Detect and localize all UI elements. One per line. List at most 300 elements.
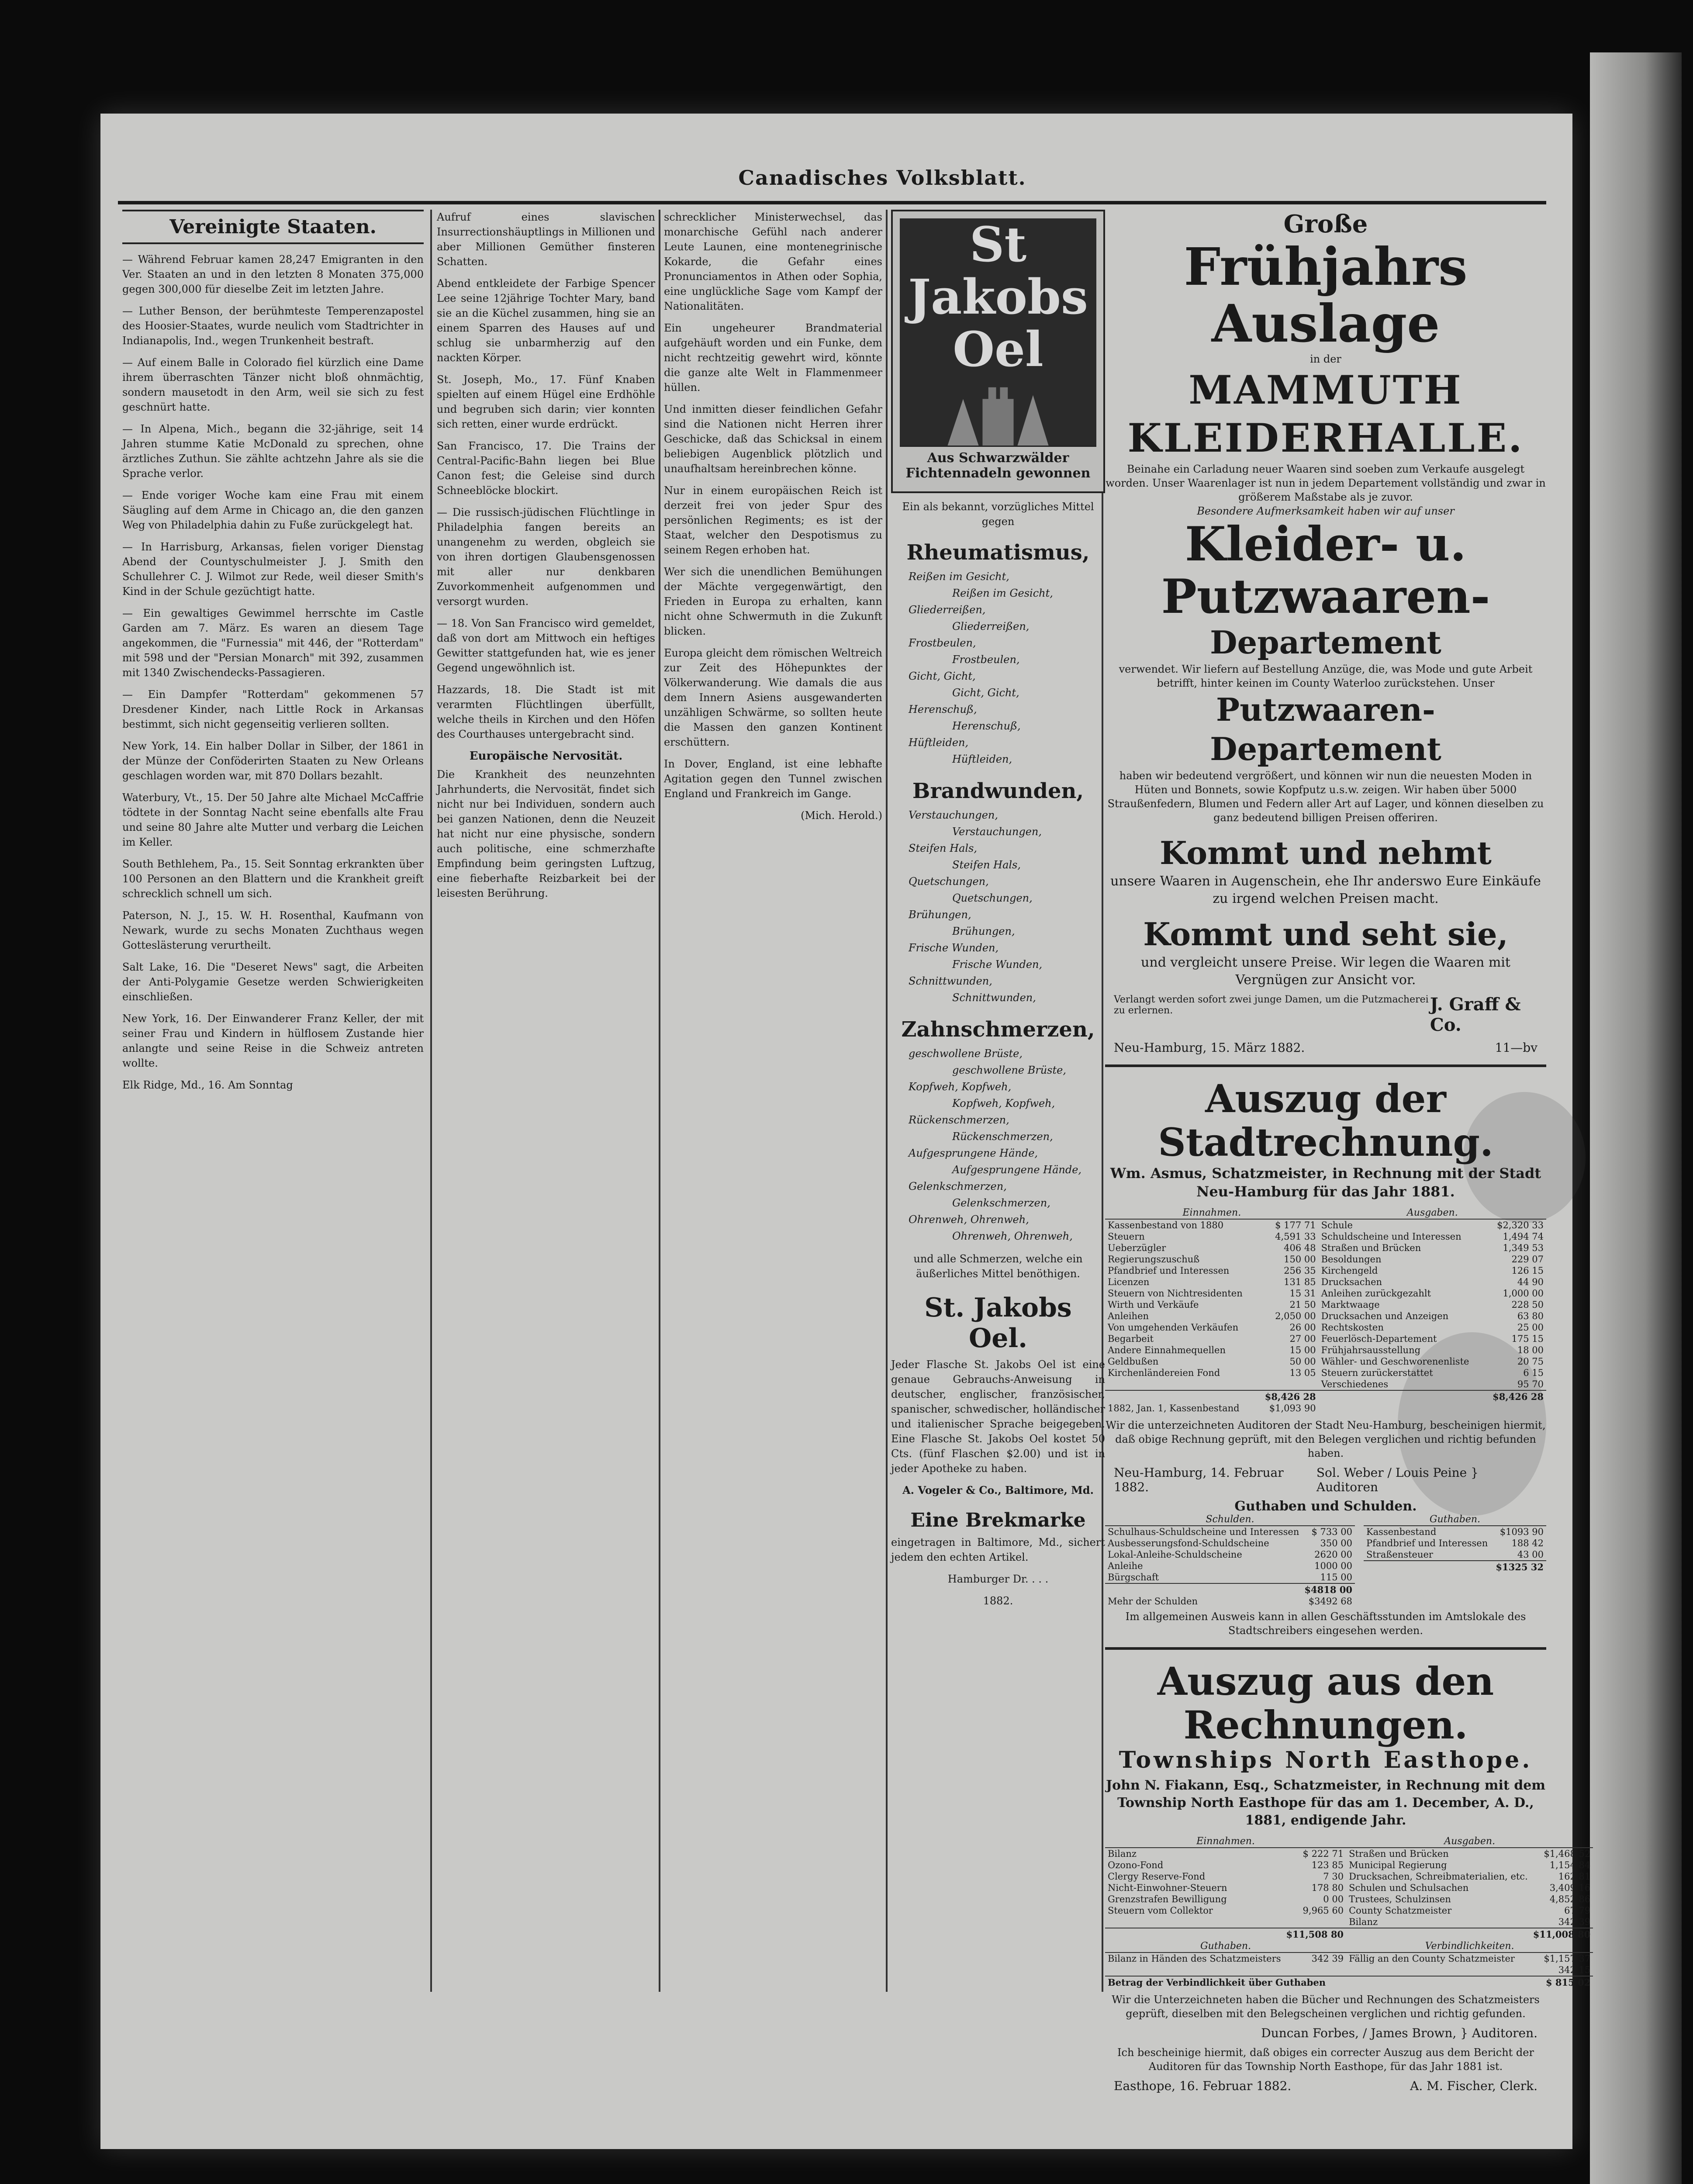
table-row bbox=[1105, 1526, 1355, 1538]
table-total-row bbox=[1364, 1561, 1546, 1573]
table-row bbox=[1105, 1242, 1546, 1254]
ledger-label: Bilanz in Händen des Schatzmeisters bbox=[1108, 1953, 1281, 1964]
ledger-amount: 1,000 00 bbox=[1503, 1288, 1544, 1299]
ledger-amount bbox=[1258, 1379, 1319, 1390]
ledger-label: Clergy Reserve-Fond bbox=[1108, 1871, 1206, 1882]
ailment-item: Frostbeulen, bbox=[952, 653, 1020, 666]
ad-year: 1882. bbox=[983, 1595, 1013, 1607]
ailment-item: Gliederreißen, bbox=[909, 604, 986, 616]
article-paragraph: New York, 14. Ein halber Dollar in Silber, der 1861 in der Münze der Conföderirten Staaten zu New Orleans geschlagen worden war, mit 870 Dollars bezahlt. bbox=[122, 740, 424, 782]
table-row bbox=[1105, 1538, 1355, 1549]
article-paragraph: Abend entkleidete der Farbige Spencer Lee seine 12jährige Tochter Mary, band sie an die Küchel zusammen, hing sie an einem Sparren des Hauses auf und schlug sie unbarmherzig auf den nackten Körper. bbox=[437, 277, 655, 364]
article-paragraph: Wer sich die unendlichen Bemühungen der Mächte vergegenwärtigt, den Frieden in Europa zu erhalten, kann nicht ohne Schwermuth in die Zukunft blicken. bbox=[664, 566, 882, 637]
table-row bbox=[1105, 1356, 1546, 1367]
column-separator bbox=[886, 210, 888, 1992]
ledger-label: Anleihen bbox=[1108, 1311, 1149, 1321]
article-paragraph: Aufruf eines slavischen Insurrectionshäuptlings in Millionen und aber Millionen Gemüther finsteren Schatten. bbox=[437, 211, 655, 268]
article-paragraph: New York, 16. Der Einwanderer Franz Keller, der mit seiner Frau und Kindern in hülflosem Zustande hier anlangte und seine Reise in die Schweiz antreten wollte. bbox=[122, 1013, 424, 1069]
ailment-item: Reißen im Gesicht, bbox=[909, 570, 1009, 583]
stadtrechnung-statement bbox=[1105, 1077, 1546, 1638]
ailment-item: Gelenkschmerzen, bbox=[952, 1197, 1050, 1209]
ailment-item: Quetschungen, bbox=[952, 892, 1033, 904]
ledger-label: Wirth und Verkäufe bbox=[1108, 1299, 1199, 1310]
ledger-label: Wähler- und Geschworenenliste bbox=[1321, 1356, 1469, 1367]
ledger-label: Kirchengeld bbox=[1321, 1265, 1378, 1276]
table-row bbox=[1105, 1344, 1546, 1356]
ledger-amount: 162 81 bbox=[1558, 1871, 1591, 1882]
table-row bbox=[1105, 1560, 1355, 1572]
ledger-label: Bürgschaft bbox=[1108, 1572, 1159, 1583]
ledger-label: Andere Einnahmequellen bbox=[1108, 1345, 1226, 1355]
ad-ref: 11—bv bbox=[1495, 1040, 1538, 1055]
ledger-amount: 7 30 bbox=[1323, 1871, 1344, 1882]
ledger-amount: 20 75 bbox=[1517, 1356, 1544, 1367]
ledger-label: Municipal Regierung bbox=[1349, 1860, 1447, 1870]
ad-attention-text: Besondere Aufmerksamkeit haben wir auf unser bbox=[1197, 505, 1455, 517]
ledger-total: $4818 00 bbox=[1302, 1583, 1355, 1596]
expense-header: Ausgaben. bbox=[1346, 1835, 1593, 1848]
ledger-amount: 67 79 bbox=[1564, 1905, 1591, 1916]
ailment-item: Frische Wunden, bbox=[952, 958, 1043, 971]
table-row bbox=[1105, 1299, 1546, 1310]
table-row bbox=[1105, 1379, 1546, 1390]
ledger-amount: $1,468 52 bbox=[1544, 1849, 1591, 1859]
ailment-item: Schnittwunden, bbox=[952, 992, 1036, 1004]
credits-block bbox=[1364, 1514, 1546, 1607]
expense-header: Ausgaben. bbox=[1319, 1207, 1546, 1219]
ad-headline: Frühjahrs Auslage bbox=[1184, 236, 1468, 354]
article-paragraph: — Luther Benson, der berühmteste Temperenzapostel des Hoosier-Staates, wurde neulich vom Stadtrichter in Indianapolis, Ind., wegen Trunkenheit bestraft. bbox=[122, 305, 424, 347]
ledger-label: Drucksachen bbox=[1321, 1277, 1382, 1287]
ledger-amount: $ 733 00 bbox=[1311, 1527, 1352, 1537]
credits-header: Guthaben. bbox=[1364, 1514, 1546, 1526]
ledger-label: Schulen und Schulsachen bbox=[1349, 1883, 1469, 1893]
ledger-amount: 3,409 16 bbox=[1549, 1883, 1591, 1893]
ledger-label: Ozono-Fond bbox=[1108, 1860, 1164, 1870]
ailment-item: Gelenkschmerzen, bbox=[909, 1180, 1007, 1192]
table-row bbox=[1105, 1254, 1546, 1265]
ledger-amount: 13 05 bbox=[1289, 1368, 1316, 1378]
statement-headline: Auszug aus den Rechnungen. bbox=[1157, 1659, 1494, 1748]
ledger-amount: 150 00 bbox=[1284, 1254, 1316, 1265]
ad-brand-repeat: St. Jakobs Oel. bbox=[924, 1292, 1072, 1354]
ledger-amount: 63 80 bbox=[1517, 1311, 1544, 1321]
ledger-amount: 115 00 bbox=[1320, 1572, 1352, 1583]
column-separator bbox=[659, 210, 660, 1992]
ledger-label: Fällig an den County Schatzmeister bbox=[1349, 1953, 1515, 1964]
ledger-label: Lokal-Anleihe-Schuldscheine bbox=[1108, 1549, 1242, 1560]
ailment-title: Rheumatismus, bbox=[906, 540, 1090, 565]
article-paragraph: schrecklicher Ministerwechsel, das monarchische Gefühl nach anderer Leute Launen, eine montenegrinische Kokarde, die Gefahr eines Pronunciamentos in Athen oder Sophia, eine unglückliche Sage vom Kampf der Nationalitäten. bbox=[664, 211, 882, 312]
trademark-text: eingetragen in Baltimore, Md., sichert jedem den echten Artikel. bbox=[891, 1536, 1105, 1563]
table-row bbox=[1105, 1288, 1546, 1299]
ailment-item: Aufgesprungene Hände, bbox=[952, 1164, 1082, 1176]
ledger-amount: 1000 00 bbox=[1314, 1561, 1352, 1571]
table-row bbox=[1105, 1403, 1546, 1414]
ailment-item: Herenschuß, bbox=[909, 703, 977, 715]
ledger-label: Besoldungen bbox=[1321, 1254, 1382, 1265]
ailment-item: Ohrenweh, Ohrenweh, bbox=[909, 1213, 1029, 1226]
table-row bbox=[1105, 1859, 1593, 1871]
clerk-name: A. M. Fischer, Clerk. bbox=[1410, 2079, 1538, 2093]
ailment-item: Herenschuß, bbox=[952, 720, 1021, 732]
ad-kicker: Große bbox=[1283, 210, 1368, 238]
ledger-label: Feuerlösch-Departement bbox=[1321, 1334, 1437, 1344]
section-rule bbox=[1105, 1647, 1546, 1650]
township-table bbox=[1105, 1835, 1593, 1988]
ailment-list bbox=[891, 568, 1105, 767]
department-text: haben wir bedeutend vergrößert, und können wir nun die neuesten Moden in Hüten und Bonnets, sowie Kopfputz u.s.w. zeigen. Wir haben über 5000 Straußenfedern, Blumen und Federn aller Art auf Lager, und können dieselben zu ganz bedeutend billigen Preisen offeriren. bbox=[1107, 770, 1544, 824]
ledger-amount: 178 80 bbox=[1311, 1883, 1344, 1893]
ledger-amount: 4,591 33 bbox=[1275, 1231, 1316, 1242]
column-news-2 bbox=[437, 210, 655, 908]
table-total-row bbox=[1105, 1928, 1593, 1940]
article-paragraph: — In Alpena, Mich., begann die 32-jährige, seit 14 Jahren stumme Katie McDonald zu sprechen, ohne ärztliches Zuthun. Sie zählte achtzehn Jahre als sie die Sprache verlor. bbox=[122, 423, 424, 480]
adjacent-page-edge bbox=[1590, 52, 1682, 2184]
ledger-label: Kassenbestand bbox=[1366, 1527, 1437, 1537]
department-text: verwendet. Wir liefern auf Bestellung Anzüge, die, was Mode und gute Arbeit betrifft, hinter keinen im County Waterloo zurückstehen. Unser bbox=[1119, 663, 1533, 689]
statement-date: Neu-Hamburg, 14. Februar 1882. bbox=[1114, 1465, 1284, 1494]
ailment-item: Kopfweh, Kopfweh, bbox=[952, 1097, 1055, 1109]
column-vereinigte-staaten bbox=[122, 210, 424, 1099]
article-paragraph: Und inmitten dieser feindlichen Gefahr sind die Nationen nicht Herren ihrer Geschicke, daß das Schicksal in einem beliebigen Augenblick plötzlich und unaufhaltsam hereinbrechen könne. bbox=[664, 403, 882, 475]
article-paragraph: Die Krankheit des neunzehnten Jahrhunderts, die Nervosität, findet sich nicht nur bei Individuen, sondern auch bei ganzen Nationen, denn die Neuzeit hat nicht nur eine physische, sondern auch politische, eine schmerzhafte Empfindung beim geringsten Luftzug, eine fieberhafte Reizbarkeit bei der leisesten Berührung. bbox=[437, 768, 655, 899]
ledger-total: $ 815 02 bbox=[1531, 1976, 1593, 1988]
ledger-amount: 2,050 00 bbox=[1275, 1311, 1316, 1321]
statement-note: Im allgemeinen Ausweis kann in allen Geschäftsstunden im Amtslokale des Stadtschreibers eingesehen werden. bbox=[1125, 1610, 1526, 1637]
ledger-label: Straßen und Brücken bbox=[1321, 1243, 1421, 1253]
ledger-label: Steuern von Nichtresidenten bbox=[1108, 1288, 1243, 1299]
ledger-amount: 21 50 bbox=[1289, 1299, 1316, 1310]
ledger-amount: 406 48 bbox=[1284, 1243, 1316, 1253]
table-total-row bbox=[1105, 1390, 1546, 1403]
ledger-total: $11,008 80 bbox=[1531, 1928, 1593, 1940]
article-paragraph: Paterson, N. J., 15. W. H. Rosenthal, Kaufmann von Newark, wurde zu sechs Monaten Zuchthaus wegen Gotteslästerung verurtheilt. bbox=[122, 909, 424, 951]
ledger-label: Straßensteuer bbox=[1366, 1549, 1433, 1560]
township-statement bbox=[1105, 1659, 1591, 2093]
ad-wanted-notice: Verlangt werden sofort zwei junge Damen, um die Putzmacherei zu erlernen. bbox=[1114, 994, 1429, 1016]
statement-subheading: Townships North Easthope. bbox=[1119, 1747, 1533, 1773]
balance-subheading: Guthaben und Schulden. bbox=[1234, 1499, 1417, 1514]
ledger-amount: $1,093 90 bbox=[1269, 1403, 1316, 1413]
ledger-label: Regierungszuschuß bbox=[1108, 1254, 1200, 1265]
article-paragraph: In Dover, England, ist eine lebhafte Agitation gegen den Tunnel zwischen England und Frankreich im Gange. bbox=[664, 758, 882, 800]
call-to-action: Kommt und nehmt bbox=[1160, 834, 1492, 871]
ledger-label: Schulhaus-Schuldscheine und Interessen bbox=[1108, 1527, 1299, 1537]
ledger-amount: 1,154 84 bbox=[1549, 1860, 1591, 1870]
ad-logo-line: St Jakobs bbox=[908, 216, 1088, 325]
ailment-item: Kopfweh, Kopfweh, bbox=[909, 1081, 1012, 1093]
ledger-amount: 126 15 bbox=[1511, 1265, 1544, 1276]
right-advertisements bbox=[1105, 210, 1591, 2098]
ledger-amount: 50 00 bbox=[1289, 1356, 1316, 1367]
section-rule bbox=[1105, 1064, 1546, 1067]
ad-lead-text: Beinahe ein Carladung neuer Waaren sind soeben zum Verkaufe ausgelegt worden. Unser Waarenlager ist nun in jedem Departement vollständig und zwar in größerem Maßstabe als je zuvor. bbox=[1106, 463, 1546, 503]
ledger-amount: 1,349 53 bbox=[1503, 1243, 1544, 1253]
firm-name: J. Graff & Co. bbox=[1430, 994, 1521, 1035]
ailment-item: Hüftleiden, bbox=[952, 753, 1012, 765]
ledger-amount: 26 00 bbox=[1289, 1322, 1316, 1333]
ledger-label: Nicht-Einwohner-Steuern bbox=[1108, 1883, 1227, 1893]
ledger-amount: 350 00 bbox=[1320, 1538, 1352, 1548]
ailment-title: Brandwunden, bbox=[912, 779, 1084, 803]
table-row bbox=[1105, 1882, 1593, 1894]
debts-block bbox=[1105, 1514, 1355, 1607]
ledger-label: Steuern zurückerstattet bbox=[1321, 1368, 1433, 1378]
article-paragraph: San Francisco, 17. Die Trains der Central-Pacific-Bahn liegen bei Blue Canon fest; die Geleise sind durch Schneeblöcke blockirt. bbox=[437, 440, 655, 497]
ledger-amount: $3492 68 bbox=[1308, 1596, 1352, 1607]
ledger-total: $11,508 80 bbox=[1284, 1928, 1347, 1940]
call-to-action-text: und vergleicht unsere Preise. Wir legen die Waaren mit Vergnügen zur Ansicht vor. bbox=[1141, 955, 1510, 988]
call-to-action-text: unsere Waaren in Augenschein, ehe Ihr anderswo Eure Einkäufe zu irgend welchen Preisen macht. bbox=[1110, 874, 1541, 906]
credits-table bbox=[1364, 1514, 1546, 1573]
ledger-label: Begarbeit bbox=[1108, 1334, 1154, 1344]
income-expense-table bbox=[1105, 1207, 1546, 1414]
auditor-names: Duncan Forbes, / James Brown, } Auditoren. bbox=[1261, 2026, 1538, 2040]
header-rule bbox=[118, 201, 1546, 204]
article-paragraph: — Ende voriger Woche kam eine Frau mit einem Säugling auf dem Arme in Chicago an, die den ganzen Weg von Philadelphia dahin zu Fuße zurückgelegt hat. bbox=[122, 489, 424, 531]
article-paragraph: Nur in einem europäischen Reich ist derzeit frei von jeder Spur des persönlichen Regiments; es ist der Staat, welcher den Despotismus zu seinem Regen erhoben hat. bbox=[664, 484, 882, 556]
table-row bbox=[1105, 1276, 1546, 1288]
ailment-item: Reißen im Gesicht, bbox=[952, 587, 1053, 599]
ledger-amount: 4,852 86 bbox=[1549, 1894, 1591, 1904]
ledger-label: Marktwaage bbox=[1321, 1299, 1380, 1310]
ad-distributor: Hamburger Dr. . . . bbox=[947, 1573, 1049, 1585]
ad-caption-line: Aus Schwarzwälder bbox=[927, 450, 1069, 466]
ledger-label: Kassenbestand von 1880 bbox=[1108, 1220, 1224, 1230]
article-paragraph: St. Joseph, Mo., 17. Fünf Knaben spielten auf einem Hügel eine Erdhöhle und begruben sich darin; vier konnten sich retten, einer wurde erdrückt. bbox=[437, 373, 655, 430]
ad-connector: in der bbox=[1310, 353, 1341, 365]
article-paragraph: — 18. Von San Francisco wird gemeldet, daß von dort am Mittwoch ein heftiges Gewitter stattgefunden hat, wie es jener Gegend ungewöhnlich ist. bbox=[437, 617, 655, 674]
table-row bbox=[1364, 1526, 1546, 1538]
ledger-amount: 44 90 bbox=[1517, 1277, 1544, 1287]
ledger-label: Licenzen bbox=[1108, 1277, 1150, 1287]
ledger-label: Grenzstrafen Bewilligung bbox=[1108, 1894, 1227, 1904]
ledger-amount: 131 85 bbox=[1284, 1277, 1316, 1287]
ledger-label: Steuern vom Collektor bbox=[1108, 1905, 1213, 1916]
ledger-amount: 6 15 bbox=[1523, 1368, 1544, 1378]
ledger-label: Drucksachen und Anzeigen bbox=[1321, 1311, 1449, 1321]
ailment-item: Rückenschmerzen, bbox=[952, 1130, 1053, 1143]
statement-subheading: Wm. Asmus, Schatzmeister, in Rechnung mit der Stadt Neu-Hamburg für das Jahr 1881. bbox=[1110, 1165, 1541, 1200]
ailment-list bbox=[891, 1045, 1105, 1244]
liabilities-header: Verbindlichkeiten. bbox=[1346, 1940, 1593, 1952]
ledger-amount: 256 35 bbox=[1284, 1265, 1316, 1276]
table-row bbox=[1105, 1572, 1355, 1583]
st-jakobs-oel-ad bbox=[891, 210, 1105, 1615]
table-row bbox=[1105, 1964, 1593, 1976]
ledger-amount: 9,965 60 bbox=[1303, 1905, 1344, 1916]
ailment-item: Gicht, Gicht, bbox=[952, 687, 1019, 699]
article-paragraph: — Die russisch-jüdischen Flüchtlinge in Philadelphia fangen bereits an unangenehm zu werden, obgleich sie von ihren dortigen Glaubensgenossen mit aller nur denkbaren Zuvorkommenheit aufgenommen und versorgt wurden. bbox=[437, 506, 655, 608]
trademark-heading: Eine Brekmarke bbox=[910, 1509, 1086, 1531]
ledger-label: Steuern bbox=[1108, 1231, 1145, 1242]
ledger-label: Verschiedenes bbox=[1321, 1379, 1389, 1389]
folio-title: Canadisches Volksblatt. bbox=[738, 166, 1026, 190]
ledger-amount: 342 15 bbox=[1558, 1965, 1591, 1975]
ailment-item: Brühungen, bbox=[952, 925, 1015, 937]
article-paragraph: Ein ungeheurer Brandmaterial aufgehäuft worden und ein Funke, dem nicht rechtzeitig gewehrt wird, könnte die ganze alte Welt in Flammenmeer hüllen. bbox=[664, 322, 882, 394]
table-row bbox=[1105, 1905, 1593, 1916]
statement-lead: John N. Fiakann, Esq., Schatzmeister, in Rechnung mit dem Township North Easthope für das am 1. December, A. D., 1881, endigende Jahr. bbox=[1106, 1778, 1546, 1828]
department-title: Kleider- u. Putzwaaren- bbox=[1161, 517, 1490, 624]
ledger-label: Mehr der Schulden bbox=[1108, 1596, 1198, 1607]
audit-statement: Wir die unterzeichneten Auditoren der Stadt Neu-Hamburg, bescheinigen hiermit, daß obige Rechnung geprüft, mit den Belegen verglichen und richtig befunden haben. bbox=[1106, 1419, 1546, 1459]
ailment-item: Quetschungen, bbox=[909, 875, 989, 888]
table-row bbox=[1105, 1916, 1593, 1928]
ledger-amount: 43 00 bbox=[1517, 1549, 1544, 1560]
ledger-amount: 15 00 bbox=[1289, 1345, 1316, 1355]
ledger-label: Anleihen zurückgezahlt bbox=[1321, 1288, 1431, 1299]
table-row bbox=[1105, 1848, 1593, 1859]
ad-signature-row bbox=[1114, 994, 1538, 1035]
ledger-amount: 1,494 74 bbox=[1503, 1231, 1544, 1242]
ledger-label: Bilanz bbox=[1108, 1849, 1137, 1859]
table-row bbox=[1105, 1596, 1355, 1607]
ledger-label: Kirchenländereien Fond bbox=[1108, 1368, 1220, 1378]
auditor-row bbox=[1114, 1465, 1538, 1494]
table-row bbox=[1105, 1952, 1593, 1964]
statement-headline: Auszug der Stadtrechnung. bbox=[1158, 1076, 1493, 1165]
ledger-label: Betrag der Verbindlichkeit über Guthaben bbox=[1105, 1976, 1531, 1988]
ledger-label: Von umgehenden Verkäufen bbox=[1108, 1322, 1239, 1333]
article-paragraph: South Bethlehem, Pa., 15. Seit Sonntag erkrankten über 100 Personen an den Blattern und die Krankheit greift schrecklich schnell um sich. bbox=[122, 858, 424, 900]
ledger-amount: 25 00 bbox=[1517, 1322, 1544, 1333]
ledger-label: 1882, Jan. 1, Kassenbestand bbox=[1108, 1403, 1240, 1413]
ledger-amount: 15 31 bbox=[1289, 1288, 1316, 1299]
ledger-label: Ausbesserungsfond-Schuldscheine bbox=[1108, 1538, 1269, 1548]
ailment-item: Schnittwunden, bbox=[909, 975, 992, 987]
auditor-names: Sol. Weber / Louis Peine } Auditoren bbox=[1316, 1465, 1479, 1494]
ad-caption-line: Fichtennadeln gewonnen bbox=[905, 466, 1091, 481]
ledger-label: Bilanz bbox=[1349, 1917, 1378, 1927]
ledger-amount: 188 42 bbox=[1511, 1538, 1544, 1548]
article-paragraph: Europa gleicht dem römischen Weltreich zur Zeit des Höhepunktes der Völkerwanderung. Wie damals die aus dem Innern Asiens ausgewanderten unzähligen Schwärme, so sollten heute die Massen den ganzen Kontinent erschüttern. bbox=[664, 647, 882, 748]
ledger-amount: 27 00 bbox=[1289, 1334, 1316, 1344]
ledger-amount: $1093 90 bbox=[1500, 1527, 1544, 1537]
article-paragraph: Hazzards, 18. Die Stadt ist mit verarmten Flüchtlingen überfüllt, welche theils in Kirchen und den Höfen des Courthauses untergebracht sind. bbox=[437, 684, 655, 740]
ledger-amount: 342 39 bbox=[1311, 1953, 1344, 1964]
ledger-label: Geldbußen bbox=[1108, 1356, 1159, 1367]
debts-header: Schulden. bbox=[1105, 1514, 1355, 1526]
clerk-row bbox=[1114, 2079, 1538, 2093]
ad-caption bbox=[900, 446, 1096, 484]
table-row bbox=[1105, 1322, 1546, 1333]
forest-castle-icon bbox=[933, 376, 1064, 446]
article-paragraph: — Ein Dampfer "Rotterdam" gekommenen 57 Dresdener Kinder, nach Little Rock in Arkansas bestimmt, sich nicht gegenseitig verlieren sollten. bbox=[122, 688, 424, 730]
ledger-amount: 175 15 bbox=[1511, 1334, 1544, 1344]
ledger-label: Schule bbox=[1321, 1220, 1353, 1230]
debts-table bbox=[1105, 1514, 1355, 1607]
auditor-row bbox=[1114, 2026, 1538, 2040]
article-paragraph: — In Harrisburg, Arkansas, fielen voriger Dienstag Abend der Countyschulmeister J. J. Smith den Schullehrer C. J. Wilmot zur Rede, weil dieser Smith's Kind in der Schule gezüchtigt hatte. bbox=[122, 541, 424, 598]
credits-header: Guthaben. bbox=[1105, 1940, 1346, 1952]
table-row bbox=[1105, 1549, 1355, 1560]
ad-usage-text: Jeder Flasche St. Jakobs Oel ist eine genaue Gebrauchs-Anweisung in deutscher, englischer, französischer, spanischer, schwedischer, holländischer und italienischer Sprache beigegeben. Eine Flasche St. Jakobs Oel kostet 50 Cts. (fünf Flaschen $2.00) und ist in jeder Apotheke zu haben. bbox=[891, 1358, 1105, 1475]
store-name: MAMMUTH KLEIDERHALLE. bbox=[1127, 367, 1524, 461]
clerk-certificate: Ich bescheinige hiermit, daß obiges ein correcter Auszug aus dem Bericht der Auditoren für das Township North Easthope, für das Jahr 1881 ist. bbox=[1117, 2046, 1534, 2073]
ledger-label: Frühjahrsausstellung bbox=[1321, 1345, 1421, 1355]
ailment-item: Brühungen, bbox=[909, 909, 971, 921]
ledger-total: $8,426 28 bbox=[1258, 1390, 1319, 1403]
ailment-item: Verstauchungen, bbox=[909, 809, 998, 821]
ledger-label: Trustees, Schulzinsen bbox=[1349, 1894, 1451, 1904]
ailment-item: geschwollene Brüste, bbox=[952, 1064, 1066, 1076]
debts-credits bbox=[1105, 1514, 1546, 1607]
ailment-item: Gicht, Gicht, bbox=[909, 670, 976, 682]
ledger-label: Ueberzügler bbox=[1108, 1243, 1166, 1253]
ailment-title: Zahnschmerzen, bbox=[901, 1017, 1095, 1042]
ledger-amount: 342 39 bbox=[1558, 1917, 1591, 1927]
table-row bbox=[1364, 1538, 1546, 1549]
table-row bbox=[1105, 1894, 1593, 1905]
ailment-item: Verstauchungen, bbox=[952, 826, 1042, 838]
ad-maker: A. Vogeler & Co., Baltimore, Md. bbox=[902, 1484, 1094, 1496]
article-paragraph: Waterbury, Vt., 15. Der 50 Jahre alte Michael McCaffrie tödtete in der Sonntag Nacht seine ebenfalls alte Frau und seine 80 Jahre alte Mutter und verbarg die Leichen im Keller. bbox=[122, 791, 424, 848]
ad-date-row bbox=[1114, 1040, 1538, 1055]
ad-logo bbox=[900, 218, 1096, 446]
ledger-amount: 228 50 bbox=[1511, 1299, 1544, 1310]
table-total-row bbox=[1105, 1976, 1593, 1988]
table-row bbox=[1105, 1871, 1593, 1882]
ailment-item: Steifen Hals, bbox=[952, 859, 1021, 871]
ailment-item: geschwollene Brüste, bbox=[909, 1047, 1023, 1060]
ledger-label: Schuldscheine und Interessen bbox=[1321, 1231, 1462, 1242]
income-header: Einnahmen. bbox=[1105, 1207, 1319, 1219]
income-header: Einnahmen. bbox=[1105, 1835, 1346, 1848]
article-paragraph: Elk Ridge, Md., 16. Am Sonntag bbox=[122, 1079, 293, 1091]
ledger-amount: 2620 00 bbox=[1314, 1549, 1352, 1560]
ad-illustration-frame bbox=[891, 210, 1105, 493]
ledger-amount: $ 222 71 bbox=[1303, 1849, 1344, 1859]
ledger-label: Pfandbrief und Interessen bbox=[1366, 1538, 1488, 1548]
table-row bbox=[1105, 1310, 1546, 1322]
ledger-amount: $1,157 37 bbox=[1544, 1953, 1591, 1964]
ailment-item: Gliederreißen, bbox=[952, 620, 1030, 632]
department-title: Departement bbox=[1210, 624, 1441, 661]
table-row bbox=[1105, 1367, 1546, 1379]
ledger-amount: 18 00 bbox=[1517, 1345, 1544, 1355]
column-news-3 bbox=[664, 210, 882, 830]
ledger-label bbox=[1105, 1379, 1258, 1390]
table-total-row bbox=[1105, 1583, 1355, 1596]
ledger-total: $1325 32 bbox=[1493, 1561, 1546, 1573]
ailment-item: Frostbeulen, bbox=[909, 637, 976, 649]
ledger-total: $8,426 28 bbox=[1485, 1390, 1546, 1403]
ad-logo-line: Oel bbox=[953, 321, 1043, 377]
department-title: Putzwaaren-Departement bbox=[1210, 691, 1441, 767]
ailment-list bbox=[891, 807, 1105, 1006]
ailment-item: Steifen Hals, bbox=[909, 842, 977, 854]
ledger-label: County Schatzmeister bbox=[1349, 1905, 1452, 1916]
article-paragraph: — Auf einem Balle in Colorado fiel kürzlich eine Dame ihrem überraschten Tänzer nicht bloß ohnmächtig, sondern mausetodt in den Arm, weil sie sich zu fest geschnürt hatte. bbox=[122, 356, 424, 413]
ledger-label: Straßen und Brücken bbox=[1349, 1849, 1449, 1859]
ledger-amount: 123 85 bbox=[1311, 1860, 1344, 1870]
article-signature: (Mich. Herold.) bbox=[801, 809, 882, 822]
ailment-item: Frische Wunden, bbox=[909, 942, 999, 954]
ledger-label: Drucksachen, Schreibmaterialien, etc. bbox=[1349, 1871, 1528, 1882]
ad-intro: Ein als bekannt, vorzügliches Mittel gegen bbox=[902, 501, 1094, 528]
mammuth-kleiderhalle-ad bbox=[1105, 210, 1546, 1055]
table-row bbox=[1364, 1549, 1546, 1561]
ledger-amount: $2,320 33 bbox=[1497, 1220, 1544, 1230]
ledger-amount: $ 177 71 bbox=[1275, 1220, 1316, 1230]
ailment-item: Aufgesprungene Hände, bbox=[909, 1147, 1038, 1159]
article-paragraph: — Ein gewaltiges Gewimmel herrschte im Castle Garden am 7. März. Es waren an diesem Tage angekommen, die "Furnessia" mit 446, der "Rotterdam" mit 598 und der "Persian Monarch" mit 392, zusammen mit 1340 Zwischendecks-Passagieren. bbox=[122, 607, 424, 679]
statement-date: Easthope, 16. Februar 1882. bbox=[1114, 2079, 1292, 2093]
table-row bbox=[1105, 1265, 1546, 1276]
table-row bbox=[1105, 1333, 1546, 1344]
